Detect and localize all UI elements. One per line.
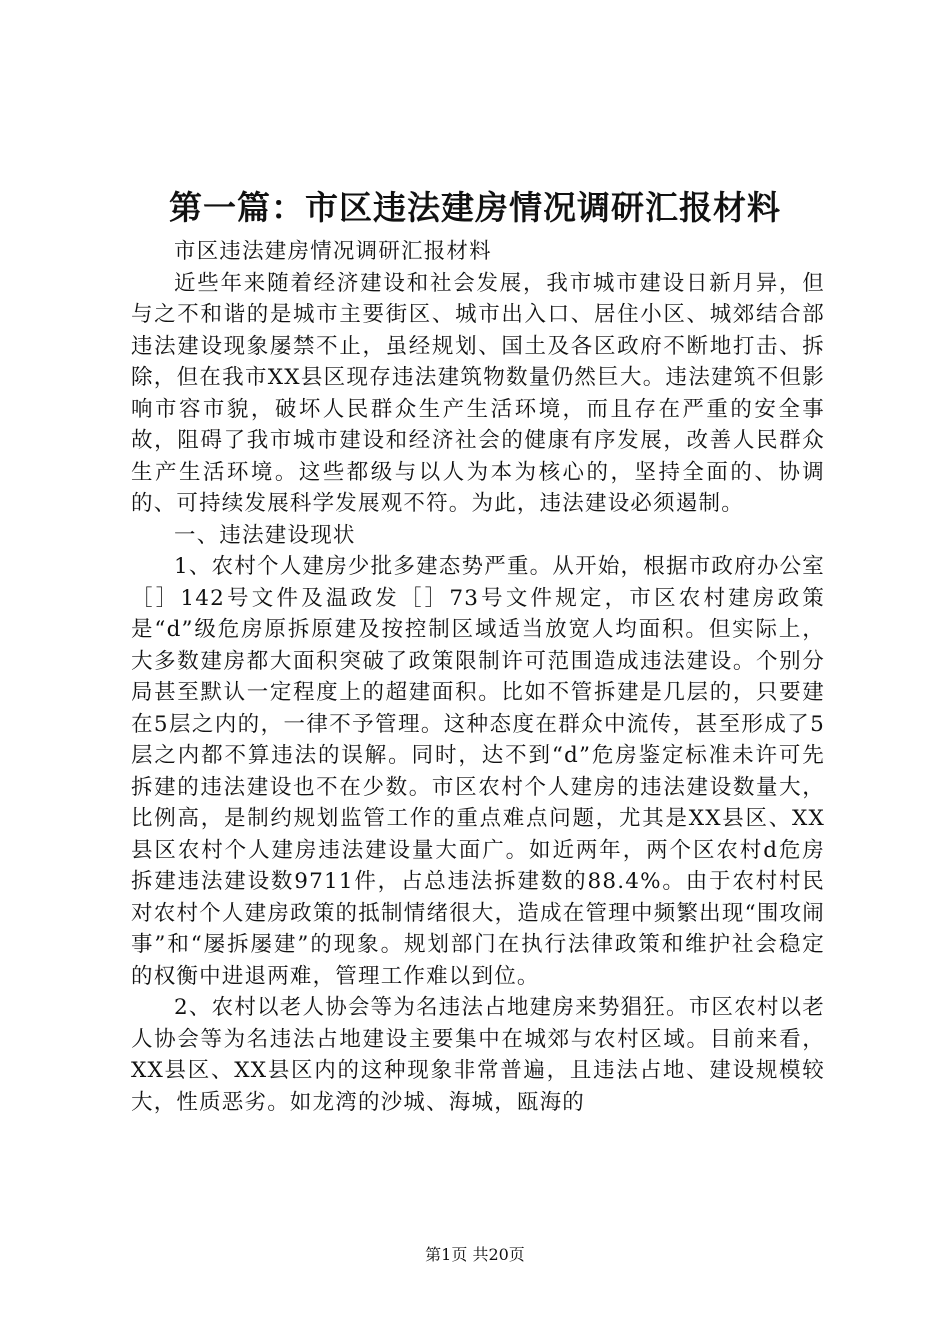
page-number: 第1页 共20页 [425,1245,525,1264]
paragraph-item-2: 2、农村以老人协会等为名违法占地建房来势猖狂。市区农村以老人协会等为名违法占地建设主要集中在城郊与农村区域。目前来看，XX县区、XX县区内的这种现象非常普遍，且违法占地、建设规模较大，性质恶劣。如龙湾的沙城、海城，瓯海的 [131,995,825,1115]
paragraph-item-1: 1、农村个人建房少批多建态势严重。从开始，根据市政府办公室［］142号文件及温政发［］73号文件规定，市区农村建房政策是“d”级危房原拆原建及按控制区域适当放宽人均面积。但实际上，大多数建房都大面积突破了政策限制许可范围造成违法建设。个别分局甚至默认一定程度上的超建面积。比如不管拆建是几层的，只要建在5层之内的，一律不予管理。这种态度在群众中流传，甚至形成了5层之内都不算违法的误解。同时，达不到“d”危房鉴定标准未许可先拆建的违法建设也不在少数。市区农村个人建房的违法建设数量大，比例高，是制约规划监管工作的重点难点问题，尤其是XX县区、XX县区农村个人建房违法建设量大面广。如近两年，两个区农村d危房拆建违法建设数9711件，占总违法拆建数的88.4%。由于农村村民对农村个人建房政策的抵制情绪很大，造成在管理中频繁出现“围攻闹事”和“屡拆屡建”的现象。规划部门在执行法律政策和维护社会稳定的权衡中进退两难，管理工作难以到位。 [131,554,825,989]
document-subtitle: 市区违法建房情况调研汇报材料 [174,239,492,264]
document-body [131,236,825,1118]
paragraph-intro: 近些年来随着经济建设和社会发展，我市城市建设日新月异，但与之不和谐的是城市主要街区、城市出入口、居住小区、城郊结合部违法建设现象屡禁不止，虽经规划、国土及各区政府不断地打击、拆除，但在我市XX县区现存违法建筑物数量仍然巨大。违法建筑不但影响市容市貌，破坏人民群众生产生活环境，而且存在严重的安全事故，阻碍了我市城市建设和经济社会的健康有序发展，改善人民群众生产生活环境。这些都级与以人为本为核心的，坚持全面的、协调的、可持续发展科学发展观不符。为此，违法建设必须遏制。 [131,270,825,516]
section-heading: 一、违法建设现状 [174,522,356,548]
document-title: 第一篇：市区违法建房情况调研汇报材料 [169,188,781,227]
